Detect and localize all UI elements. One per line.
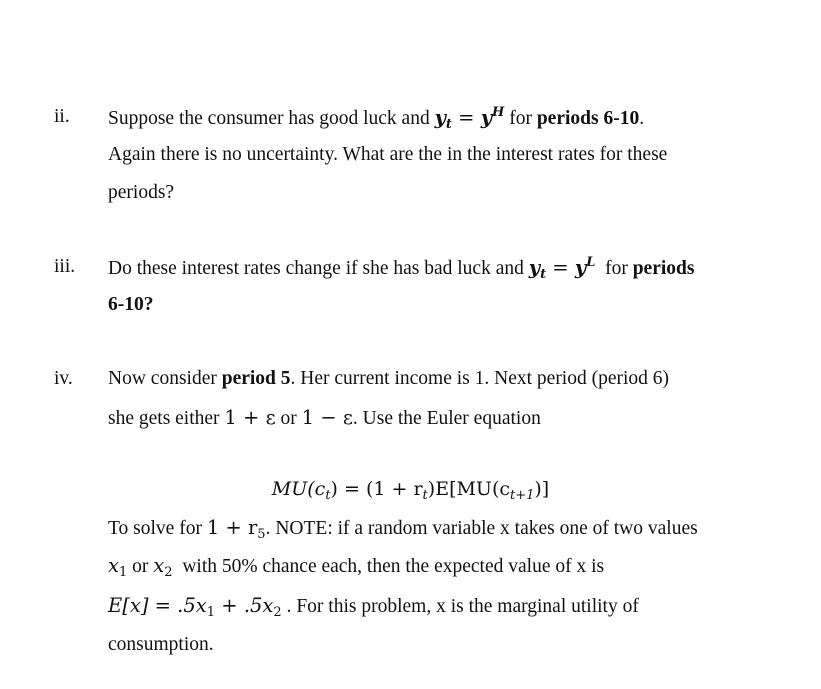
question-ii-line-2: Again there is no uncertainty. What are the in the interest rates for these	[108, 144, 668, 165]
question-iv-line-6: consumption.	[108, 634, 214, 655]
numeral-ii: ii.	[54, 106, 70, 127]
question-ii-line-3: periods?	[108, 182, 175, 203]
question-iv-line-2: she gets either 1 + ε or 1 − ε. Use the Euler equation	[108, 406, 541, 429]
question-iii-line-2: 6-10?	[108, 294, 154, 315]
numeral-iii: iii.	[54, 256, 76, 277]
question-iii-line-1: Do these interest rates change if she has bad luck and $y_t = y^L$ for periods	[108, 255, 695, 282]
numeral-iv: iv.	[54, 368, 73, 389]
question-iv-line-3: To solve for $1 + r_5$. NOTE: if a random variable x takes one of two values	[108, 516, 698, 542]
question-ii-line-1: Suppose the consumer has good luck and $y_t = y^H$ for periods 6-10.	[108, 105, 645, 132]
euler-equation: $MU(c_t) = (1 + r_t)E[MU(c_{t+1})]$	[271, 478, 550, 503]
question-iv-line-5: $E[x] = .5x_1 + .5x_2$ . For this problem, x is the marginal utility of	[108, 594, 639, 620]
question-iv-line-4: $x_1$ or $x_2$ with 50% chance each, then the expected value of x is	[108, 554, 605, 580]
question-iv-line-1: Now consider period 5. Her current income is 1. Next period (period 6)	[108, 368, 670, 389]
